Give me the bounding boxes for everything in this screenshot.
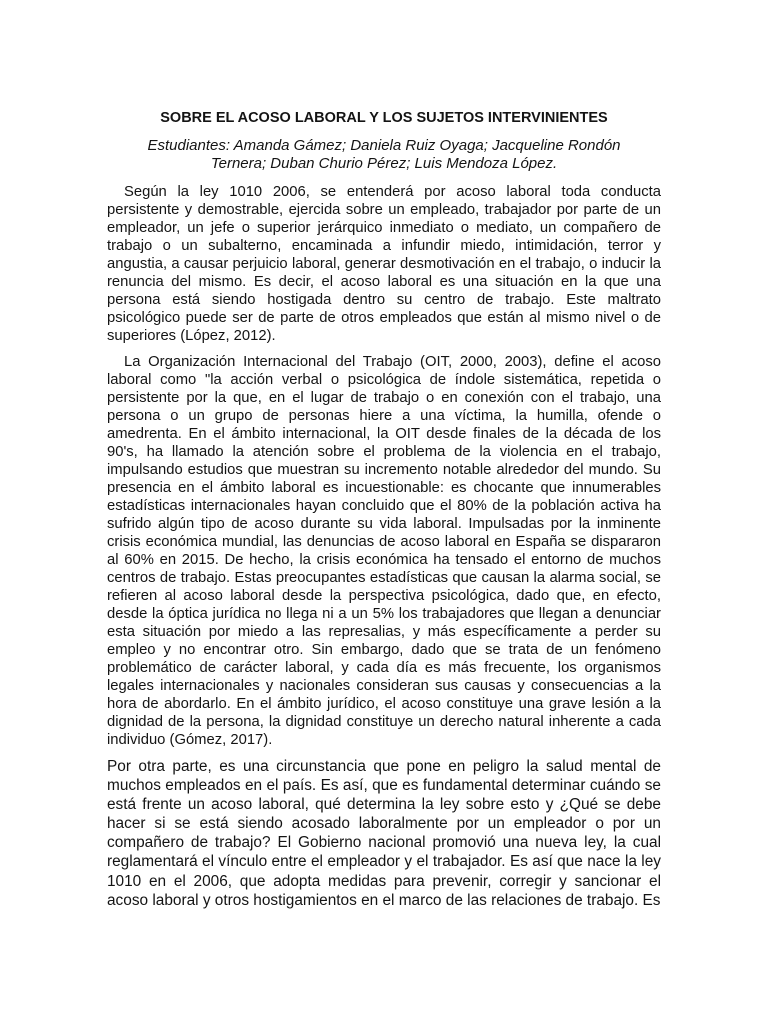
document-authors xyxy=(107,137,661,173)
document-title: SOBRE EL ACOSO LABORAL Y LOS SUJETOS INTERVINIENTES xyxy=(160,110,608,126)
authors-line: Estudiantes: Amanda Gámez; Daniela Ruiz Oyaga; Jacqueline Rondón xyxy=(147,137,621,154)
body-paragraph: La Organización Internacional del Trabajo (OIT, 2000, 2003), define el acoso laboral como "la acción verbal o psicológica de índole sistemática, repetida o persistente por la que, en el lugar de trabajo o en conexión con el trabajo, una persona o un grupo de personas hiere a una víctima, la humilla, ofende o amedrenta. En el ámbito internacional, la OIT desde finales de la década de los 90's, ha llamado la atención sobre el problema de la violencia en el trabajo, impulsando estudios que muestran su incremento notable alrededor del mundo. Su presencia en el ámbito laboral es incuestionable: es chocante que innumerables estadísticas internacionales hayan concluido que el 80% de la población activa ha sufrido algún tipo de acoso durante su vida laboral. Impulsadas por la inminente crisis económica mundial, las denuncias de acoso laboral en España se dispararon al 60% en 2015. De hecho, la crisis económica ha tensado el entorno de muchos centros de trabajo. Estas preocupantes estadísticas que causan la alarma social, se refieren al acoso laboral desde la perspectiva psicológica, dado que, en efecto, desde la óptica jurídica no llega ni a un 5% los trabajadores que llegan a denunciar esta situación por miedo a las represalias, y más específicamente a perder su empleo y no encontrar otro. Sin embargo, dado que se trata de un fenómeno problemático de carácter laboral, y cada día es más frecuente, los organismos legales internacionales y nacionales consideran sus causas y consecuencias a la hora de abordarlo. En el ámbito jurídico, el acoso constituye una grave lesión a la dignidad de la persona, la dignidad constituye un derecho natural inherente a cada individuo (Gómez, 2017). xyxy=(107,354,661,748)
body-paragraph: Según la ley 1010 2006, se entenderá por acoso laboral toda conducta persistente y demostrable, ejercida sobre un empleado, trabajador por parte de un empleador, un jefe o superior jerárquico inmediato o mediato, un compañero de trabajo o un subalterno, encaminada a infundir miedo, intimidación, terror y angustia, a causar perjuicio laboral, generar desmotivación en el trabajo, o inducir la renuncia del mismo. Es decir, el acoso laboral es una situación en la que una persona está siendo hostigada dentro su centro de trabajo. Este maltrato psicológico puede ser de parte de otros empleados que están al mismo nivel o de superiores (López, 2012). xyxy=(107,184,661,344)
authors-line: Ternera; Duban Churio Pérez; Luis Mendoza López. xyxy=(210,155,558,172)
body-paragraph: Por otra parte, es una circunstancia que pone en peligro la salud mental de muchos empleados en el país. Es así, que es fundamental determinar cuándo se está frente un acoso laboral, qué determina la ley sobre esto y ¿Qué se debe hacer si se está siendo acosado laboralmente por un empleador o por un compañero de trabajo? El Gobierno nacional promovió una nueva ley, la cual reglamentará el vínculo entre el empleador y el trabajador. Es así que nace la ley 1010 en el 2006, que adopta medidas para prevenir, corregir y sancionar el acoso laboral y otros hostigamientos en el marco de las relaciones de trabajo. Es xyxy=(107,758,661,909)
